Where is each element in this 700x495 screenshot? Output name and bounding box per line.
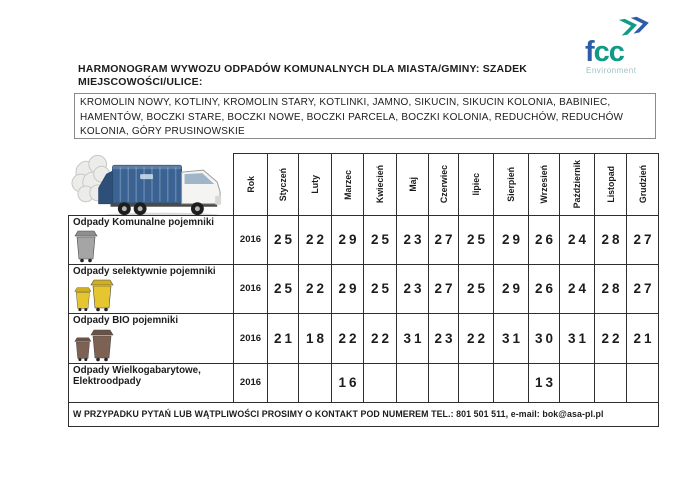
schedule-day-cell: 28 <box>595 264 627 314</box>
table-footer-row <box>69 402 659 426</box>
month-header-cell <box>332 154 364 216</box>
schedule-day-cell: 29 <box>332 216 364 265</box>
truck-header-cell <box>69 154 234 216</box>
schedule-day-cell: 25 <box>364 264 397 314</box>
logo-arrows-icon <box>619 15 650 36</box>
schedule-day-cell: 23 <box>429 314 459 364</box>
schedule-day-cell: 31 <box>494 314 529 364</box>
month-header-label: Sierpień <box>506 167 516 202</box>
schedule-day-cell: 25 <box>459 216 494 265</box>
schedule-day-cell <box>299 363 332 402</box>
month-header-label: Marzec <box>342 169 353 200</box>
month-header-cell <box>627 154 659 216</box>
yellow-bins-icon <box>74 278 116 312</box>
schedule-table-wrap <box>68 153 659 427</box>
logo-letter-f: f <box>585 36 594 68</box>
brown-bins-icon <box>74 328 116 362</box>
month-header-cell <box>268 154 299 216</box>
year-cell: 2016 <box>234 363 268 402</box>
row-label: Odpady BIO pojemniki <box>73 315 179 326</box>
schedule-day-cell: 28 <box>595 216 627 265</box>
schedule-day-cell <box>560 363 595 402</box>
schedule-day-cell: 27 <box>429 264 459 314</box>
table-row <box>69 314 659 364</box>
schedule-day-cell <box>397 363 429 402</box>
truck-body-rail <box>112 165 181 169</box>
table-row <box>69 363 659 402</box>
schedule-table <box>68 153 659 427</box>
month-header-label: Luty <box>310 175 320 194</box>
truck-body <box>112 165 181 204</box>
schedule-day-cell: 25 <box>364 216 397 265</box>
truck-bumper <box>215 195 221 204</box>
schedule-day-cell: 25 <box>459 264 494 314</box>
row-label-cell <box>69 216 234 265</box>
year-cell: 2016 <box>234 264 268 314</box>
schedule-day-cell: 25 <box>268 216 299 265</box>
logo-letters-cc: cc <box>593 36 624 68</box>
table-row <box>69 216 659 265</box>
schedule-day-cell <box>429 363 459 402</box>
schedule-day-cell: 22 <box>299 264 332 314</box>
row-label-cell <box>69 363 234 402</box>
month-header-cell <box>529 154 560 216</box>
month-header-cell <box>459 154 494 216</box>
row-label: Odpady selektywnie pojemniki <box>73 265 216 277</box>
schedule-day-cell: 26 <box>529 216 560 265</box>
schedule-day-cell <box>364 363 397 402</box>
year-cell: 2016 <box>234 216 268 265</box>
month-header-label: Maj <box>407 177 418 192</box>
schedule-day-cell <box>595 363 627 402</box>
row-label-cell <box>69 314 234 364</box>
schedule-day-cell: 22 <box>459 314 494 364</box>
month-header-cell <box>595 154 627 216</box>
page-title <box>78 63 588 89</box>
year-header-label: Rok <box>245 176 256 193</box>
page-title-line2: MIEJSCOWOŚCI/ULICE: <box>78 76 203 88</box>
month-header-label: Listopad <box>605 166 616 203</box>
schedule-day-cell: 29 <box>494 264 529 314</box>
schedule-day-cell: 21 <box>268 314 299 364</box>
schedule-day-cell: 18 <box>299 314 332 364</box>
year-cell: 2016 <box>234 314 268 364</box>
schedule-day-cell: 16 <box>332 363 364 402</box>
month-header-label: Czerwiec <box>438 165 449 204</box>
schedule-day-cell: 23 <box>397 264 429 314</box>
month-header-cell <box>364 154 397 216</box>
logo-subtitle: Environment <box>586 66 637 75</box>
schedule-day-cell: 27 <box>429 216 459 265</box>
table-row <box>69 264 659 314</box>
schedule-day-cell: 21 <box>627 314 659 364</box>
localities-box: KROMOLIN NOWY, KOTLINY, KROMOLIN STARY, KOTLINKI, JAMNO, SIKUCIN, SIKUCIN KOLONIA, BABINIEC, HAMENTÓW, BOCZKI STARE, BOCZKI NOWE, BOCZKI PARCELA, BOCZKI KOLONIA, REDUCHÓW, REDUCHÓW KOLONIA, GÓRY PRUSINOWSKIE <box>74 93 656 139</box>
schedule-day-cell <box>627 363 659 402</box>
gray-bin-icon <box>74 230 98 263</box>
schedule-day-cell: 29 <box>494 216 529 265</box>
month-header-cell <box>560 154 595 216</box>
schedule-day-cell: 22 <box>364 314 397 364</box>
year-header-cell <box>234 154 268 216</box>
month-header-label: Grudzień <box>637 165 648 204</box>
garbage-truck-illustration <box>71 154 229 216</box>
schedule-day-cell: 31 <box>397 314 429 364</box>
schedule-day-cell: 13 <box>529 363 560 402</box>
schedule-day-cell: 24 <box>560 216 595 265</box>
schedule-day-cell: 30 <box>529 314 560 364</box>
schedule-day-cell: 23 <box>397 216 429 265</box>
month-header-label: Styczeń <box>278 167 288 202</box>
schedule-day-cell: 22 <box>299 216 332 265</box>
schedule-day-cell: 22 <box>595 314 627 364</box>
month-header-label: Wrzesień <box>539 165 549 204</box>
month-header-label: Październik <box>572 160 582 209</box>
fcc-environment-logo <box>570 14 664 78</box>
contact-footer: W PRZYPADKU PYTAŃ LUB WĄTPLIWOŚCI PROSIMY O KONTAKT POD NUMEREM TEL.: 801 501 511, e-mail: bok@asa-pl.pl <box>69 402 659 426</box>
page-title-line1: HARMONOGRAM WYWOZU ODPADÓW KOMUNALNYCH DLA MIASTA/GMINY: SZADEK <box>78 63 528 75</box>
schedule-day-cell: 31 <box>560 314 595 364</box>
schedule-day-cell: 26 <box>529 264 560 314</box>
month-header-cell <box>299 154 332 216</box>
logo-wordmark <box>585 36 625 68</box>
truck-side-logo <box>140 174 153 179</box>
schedule-day-cell <box>268 363 299 402</box>
row-label-cell <box>69 264 234 314</box>
schedule-day-cell: 25 <box>268 264 299 314</box>
row-label: Odpady Komunalne pojemniki <box>73 217 214 228</box>
schedule-day-cell <box>459 363 494 402</box>
row-label: Odpady Wielkogabarytowe, Elektroodpady <box>73 364 201 387</box>
month-header-cell <box>397 154 429 216</box>
schedule-day-cell: 29 <box>332 264 364 314</box>
schedule-day-cell: 24 <box>560 264 595 314</box>
month-header-cell <box>494 154 529 216</box>
month-header-cell <box>429 154 459 216</box>
month-header-label: lipiec <box>471 173 481 196</box>
month-header-label: Kwiecień <box>375 165 385 204</box>
schedule-day-cell: 27 <box>627 264 659 314</box>
schedule-day-cell: 22 <box>332 314 364 364</box>
schedule-day-cell: 27 <box>627 216 659 265</box>
schedule-day-cell <box>494 363 529 402</box>
